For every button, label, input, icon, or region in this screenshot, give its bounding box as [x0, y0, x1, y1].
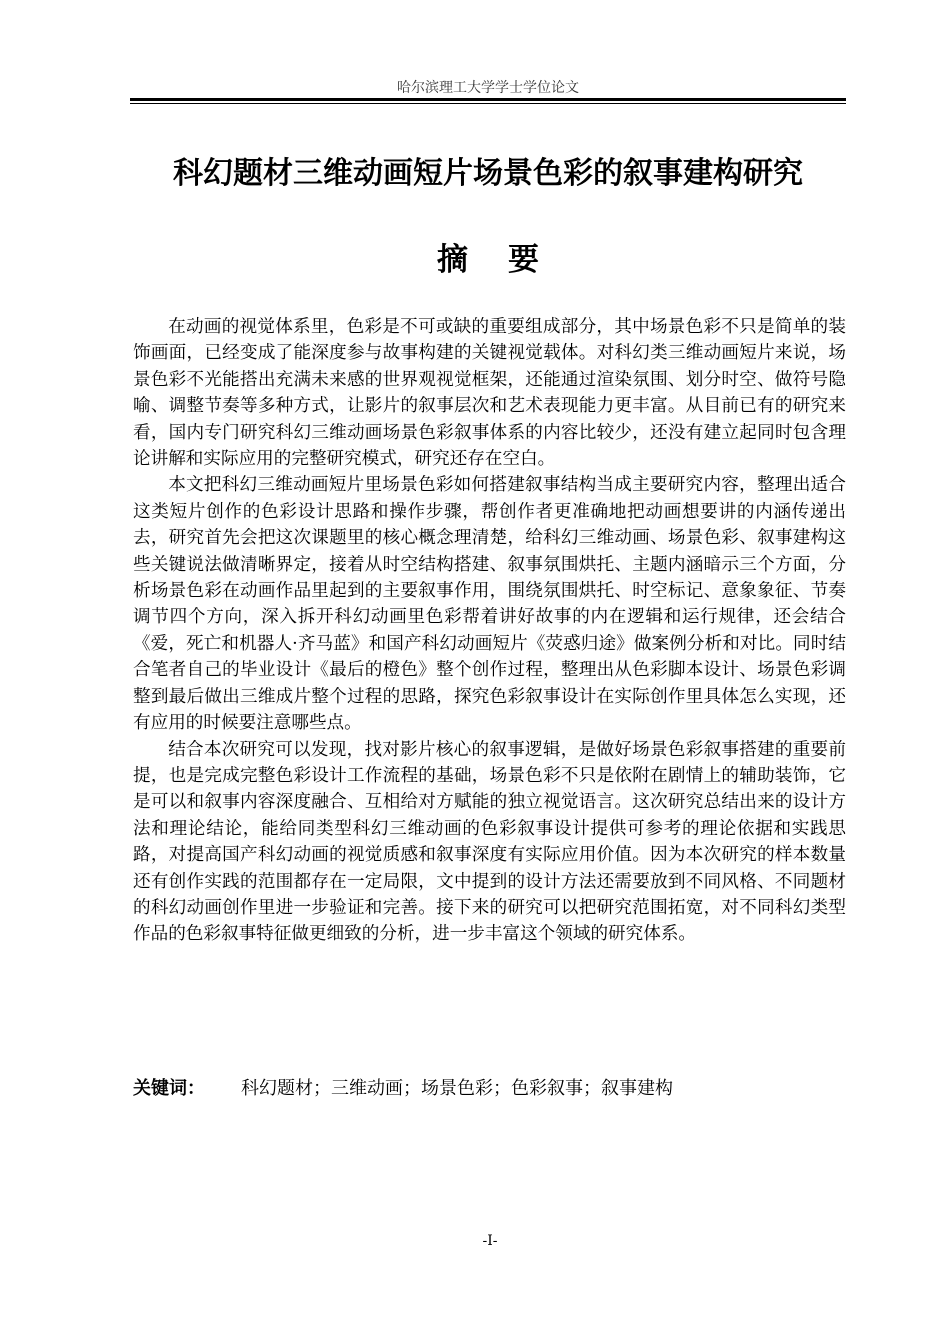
abstract-paragraph-2: 本文把科幻三维动画短片里场景色彩如何搭建叙事结构当成主要研究内容，整理出适合这类短片创作的色彩设计思路和操作步骤，帮创作者更准确地把动画想要讲的内涵传递出去，研究首先会把这次课题里的核心概念理清楚，给科幻三维动画、场景色彩、叙事建构这些关键说法做清晰界定，接着从时空结构搭建、叙事氛围烘托、主题内涵暗示三个方面，分析场景色彩在动画作品里起到的主要叙事作用，围绕氛围烘托、时空标记、意象象征、节奏调节四个方向，深入拆开科幻动画里色彩帮着讲好故事的内在逻辑和运行规律，还会结合《爱，死亡和机器人·齐马蓝》和国产科幻动画短片《荧惑归途》做案例分析和对比。同时结合笔者自己的毕业设计《最后的橙色》整个创作过程，整理出从色彩脚本设计、场景色彩调整到最后做出三维成片整个过程的思路，探究色彩叙事设计在实际创作里具体怎么实现，还有应用的时候要注意哪些点。	[133, 475, 846, 734]
abstract-heading: 摘要	[437, 242, 579, 278]
abstract-paragraph-1: 在动画的视觉体系里，色彩是不可或缺的重要组成部分，其中场景色彩不只是简单的装饰画面，已经变成了能深度参与故事构建的关键视觉载体。对科幻类三维动画短片来说，场景色彩不光能搭出充满未来感的世界观视觉框架，还能通过渲染氛围、划分时空、做符号隐喻、调整节奏等多种方式，让影片的叙事层次和艺术表现能力更丰富。从目前已有的研究来看，国内专门研究科幻三维动画场景色彩叙事体系的内容比较少，还没有建立起同时包含理论讲解和实际应用的完整研究模式，研究还存在空白。	[133, 317, 846, 470]
keywords-line	[133, 1074, 846, 1104]
keywords-terms: 科幻题材；三维动画；场景色彩；色彩叙事；叙事建构	[241, 1078, 673, 1099]
page-number: -I-	[482, 1233, 498, 1249]
abstract-paragraph-3: 结合本次研究可以发现，找对影片核心的叙事逻辑，是做好场景色彩叙事搭建的重要前提，也是完成完整色彩设计工作流程的基础，场景色彩不只是依附在剧情上的辅助装饰，它是可以和叙事内容深度融合、互相给对方赋能的独立视觉语言。这次研究总结出来的设计方法和理论结论，能给同类型科幻三维动画的色彩叙事设计提供可参考的理论依据和实践思路，对提高国产科幻动画的视觉质感和叙事深度有实际应用价值。因为本次研究的样本数量还有创作实践的范围都存在一定局限，文中提到的设计方法还需要放到不同风格、不同题材的科幻动画创作里进一步验证和完善。接下来的研究可以把研究范围拓宽，对不同科幻类型作品的色彩叙事特征做更细致的分析，进一步丰富这个领域的研究体系。	[133, 739, 846, 945]
abstract-body	[133, 314, 846, 948]
header-rule-thick	[130, 98, 846, 101]
keywords-label: 关键词：	[133, 1078, 205, 1099]
page-title: 科幻题材三维动画短片场景色彩的叙事建构研究	[173, 156, 803, 191]
header-rule-thin	[130, 103, 846, 104]
running-header: 哈尔滨理工大学学士学位论文	[397, 80, 579, 96]
